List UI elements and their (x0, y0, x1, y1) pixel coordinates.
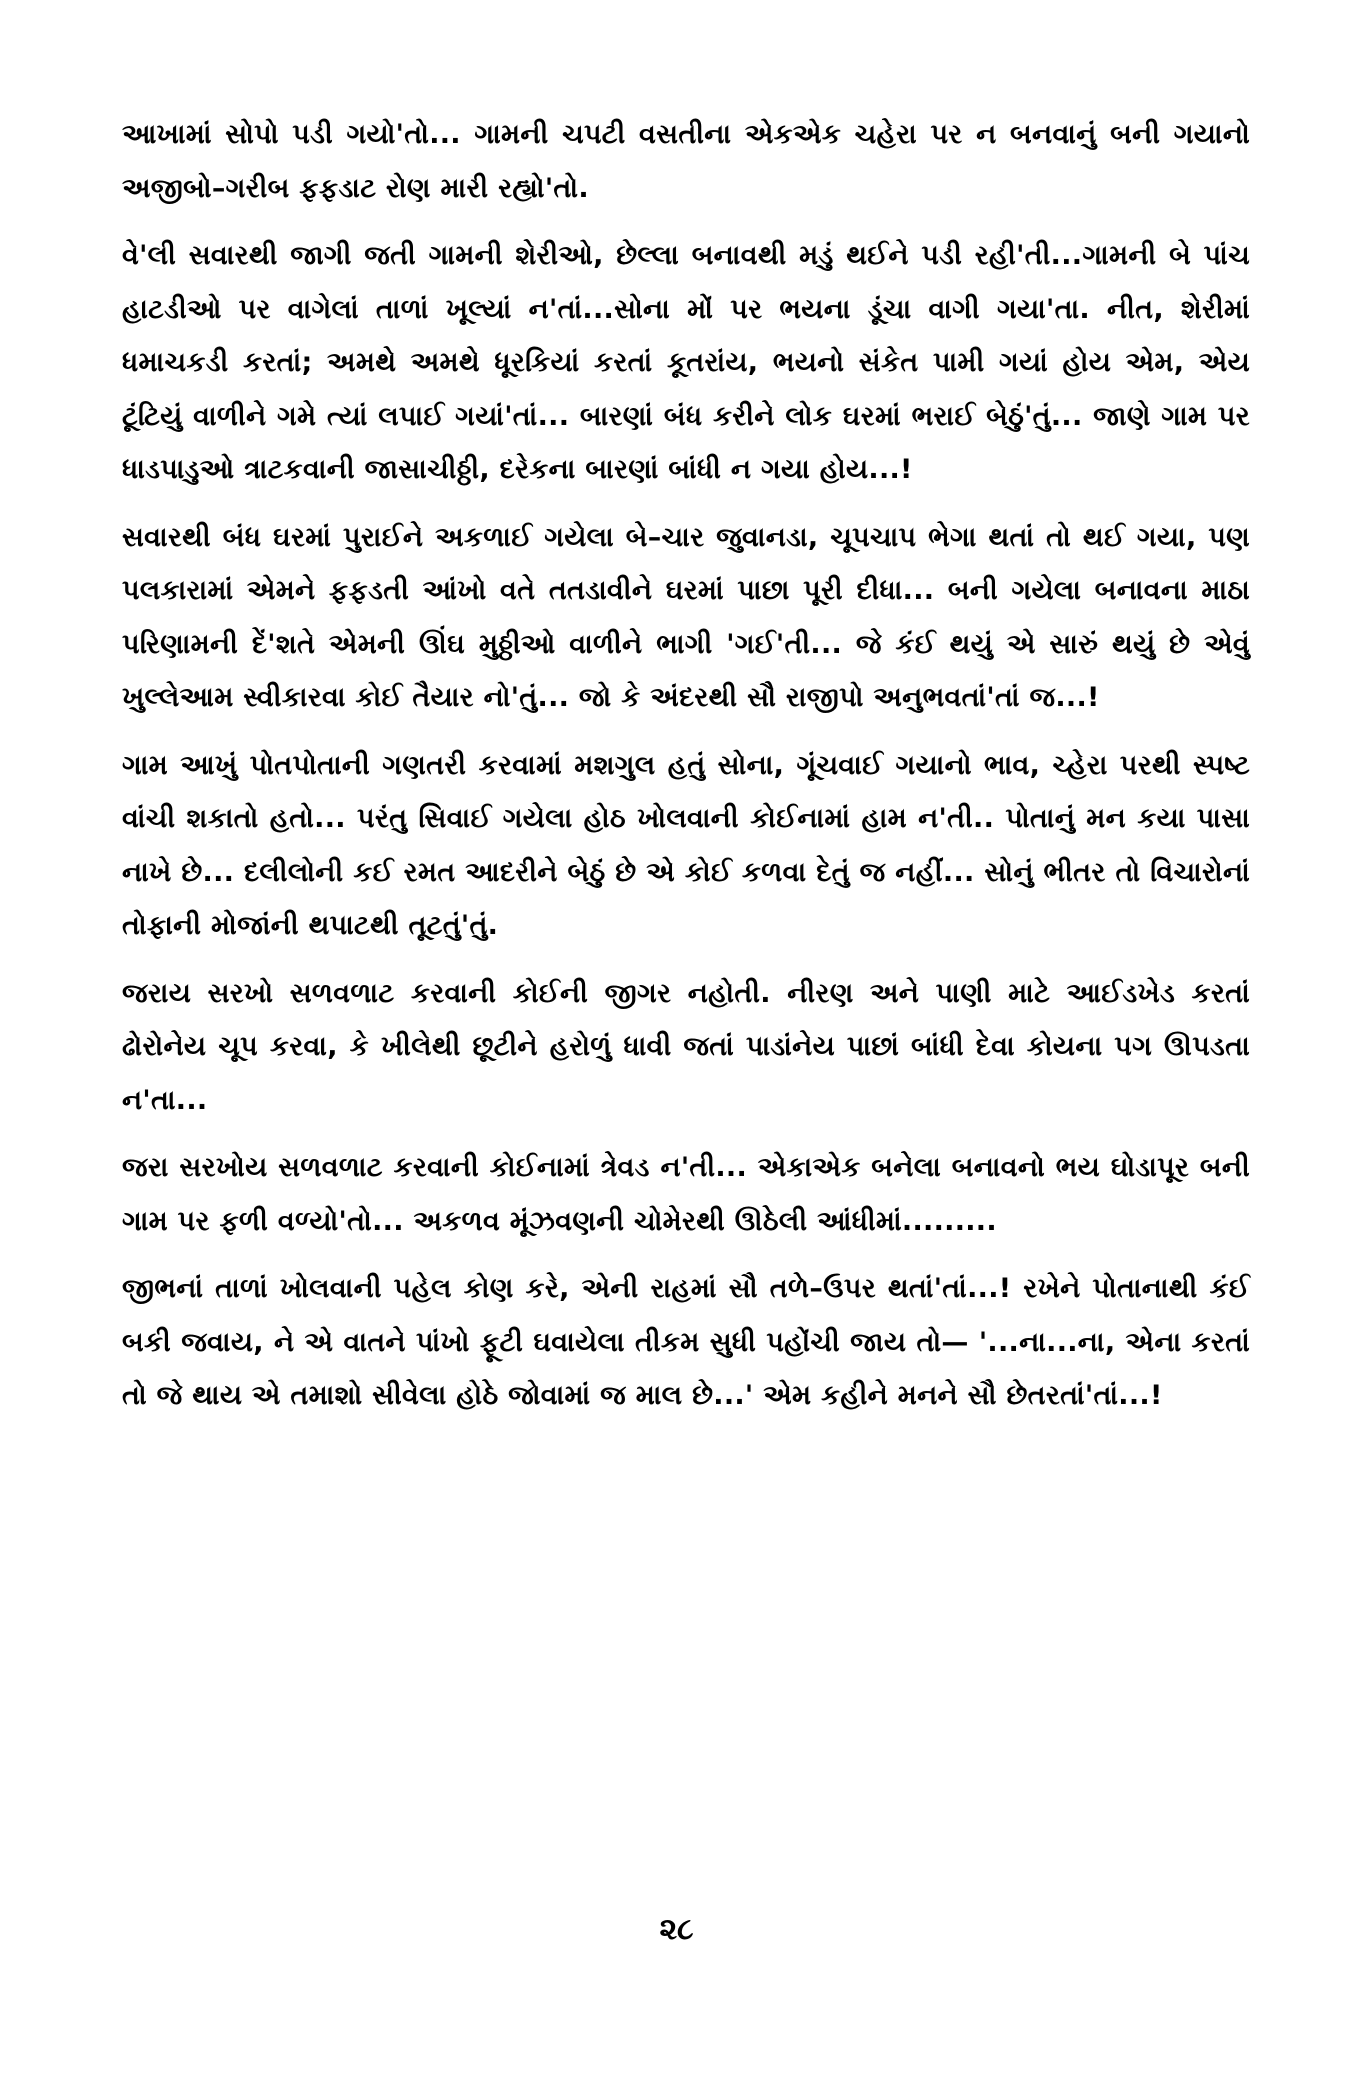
paragraph-2: વે'લી સવારથી જાગી જતી ગામની શેરીઓ, છેલ્લા બનાવથી મડું થઈને પડી રહી'તી...ગામની બે પાંચ હાટડીઓ પર વાગેલાં તાળાં ખૂલ્યાં ન'તાં...સોના મોં પર ભયના ડૂંચા વાગી ગયા'તા. નીત, શેરીમાં ધમાચકડી કરતાં; અમથે અમથે ધૂરકિયાં કરતાં કૂતરાંય, ભયનો સંકેત પામી ગયાં હોય એમ, એય ટૂંટિયું વાળીને ગમે ત્યાં લપાઈ ગયાં'તાં... બારણાં બંધ કરીને લોક ઘરમાં ભરાઈ બેઠું'તું... જાણે ગામ પર ધાડપાડુઓ ત્રાટકવાની જાસાચીઠ્ઠી, દરેકના બારણાં બાંધી ન ગયા હોય...! (122, 240, 1250, 485)
paragraph-7: જીભનાં તાળાં ખોલવાની પહેલ કોણ કરે, એની રાહમાં સૌ તળે–ઉપર થતાં'તાં...! રખેને પોતાનાથી કંઈ બકી જવાય, ને એ વાતને પાંખો ફૂટી ઘવાયેલા તીકમ સુધી પહોંચી જાય તો— '...ના...ના, એના કરતાં તો જે થાય એ તમાશો સીવેલા હોઠે જોવામાં જ માલ છે...' એમ કહીને મનને સૌ છેતરતાં'તાં...! (122, 1273, 1250, 1411)
page-number: ૨૮ (659, 1912, 694, 1947)
paragraph-3: સવારથી બંધ ઘરમાં પુરાઈને અકળાઈ ગયેલા બે–ચાર જુવાનડા, ચૂપચાપ ભેગા થતાં તો થઈ ગયા, પણ પલકારામાં એમને ફફડતી આંખો વતે તતડાવીને ઘરમાં પાછા પૂરી દીધા... બની ગયેલા બનાવના માઠા પરિણામની દેં'શતે એમની ઊંઘ મુઠ્ઠીઓ વાળીને ભાગી 'ગઈ'તી... જે કંઈ થયું એ સારું થયું છે એવું ખુલ્લેઆમ સ્વીકારવા કોઈ તૈયાર નો'તું... જો કે અંદરથી સૌ રાજીપો અનુભવતાં'તાં જ...! (122, 521, 1250, 713)
paragraph-4: ગામ આખું પોતપોતાની ગણતરી કરવામાં મશગુલ હતું સોના, ગૂંચવાઈ ગયાનો ભાવ, ચ્હેરા પરથી સ્પષ્ટ વાંચી શકાતો હતો... પરંતુ સિવાઈ ગયેલા હોઠ ખોલવાની કોઈનામાં હામ ન'તી.. પોતાનું મન કયા પાસા નાખે છે... દલીલોની કઈ રમત આદરીને બેઠું છે એ કોઈ કળવા દેતું જ નહીં... સોનું ભીતર તો વિચારોનાં તોફાની મોજાંની થપાટથી તૂટતું'તું. (122, 749, 1250, 941)
page-body (122, 108, 1250, 1437)
paragraph-5: જરાય સરખો સળવળાટ કરવાની કોઈની જીગર નહોતી. નીરણ અને પાણી માટે આઈડખેડ કરતાં ઢોરોનેય ચૂપ કરવા, કે ખીલેથી છૂટીને હરોળું ધાવી જતાં પાડાંનેય પાછાં બાંધી દેવા કોયના પગ ઊપડતા ન'તા... (122, 977, 1250, 1116)
paragraph-6: જરા સરખોય સળવળાટ કરવાની કોઈનામાં ત્રેવડ ન'તી... એકાએક બનેલા બનાવનો ભય ઘોડાપૂર બની ગામ પર ફળી વળ્યો'તો... અકળવ મૂંઝવણની ચોમેરથી ઊઠેલી આંધીમાં......... (122, 1152, 1250, 1237)
paragraph-1: આખામાં સોપો પડી ગયો'તો... ગામની ચપટી વસતીના એકએક ચહેરા પર ન બનવાનું બની ગયાનો અજીબો–ગરીબ ફફડાટ રોણ મારી રહ્યો'તો. (122, 119, 1250, 204)
